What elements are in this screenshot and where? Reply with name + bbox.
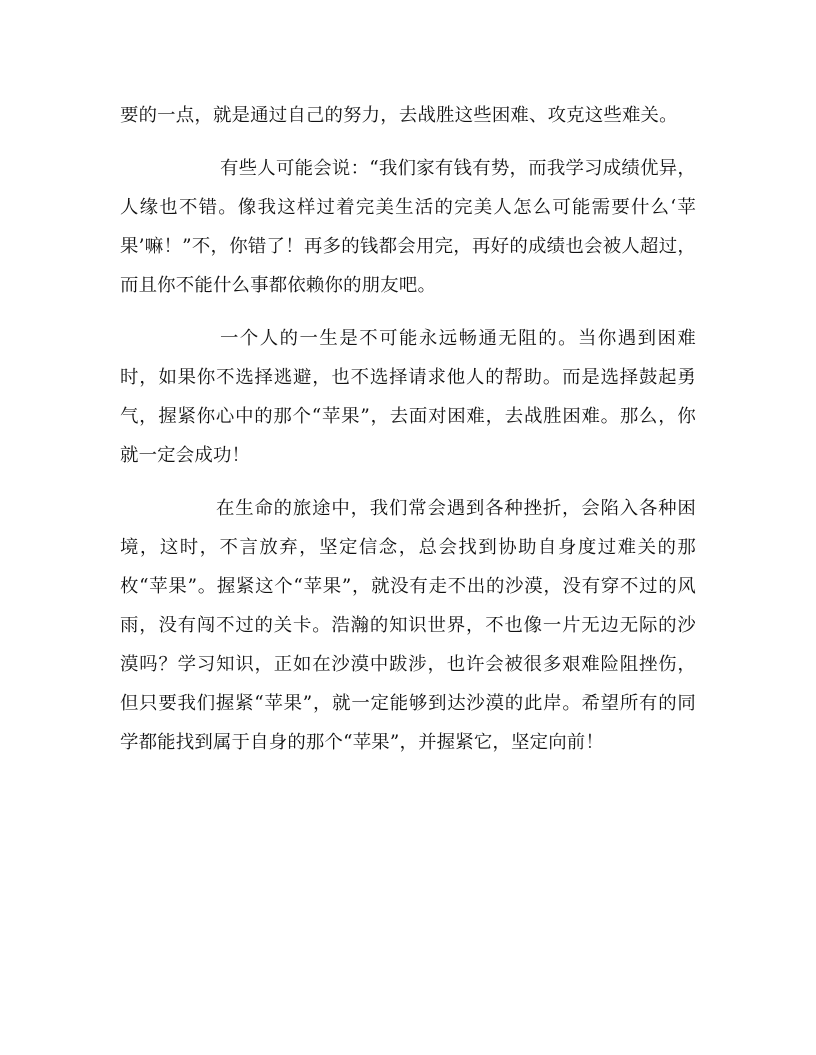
document-body bbox=[120, 96, 696, 762]
paragraph-life-not-smooth: 一个人的一生是不可能永远畅通无阻的。当你遇到困难时，如果你不选择逃避，也不选择请求他人的帮助。而是选择鼓起勇气，握紧你心中的那个“苹果”，去面对困难，去战胜困难。那么，你就一定会成功！ bbox=[120, 328, 696, 466]
paragraph-some-people-say: 有些人可能会说：“我们家有钱有势，而我学习成绩优异，人缘也不错。像我这样过着完美生活的完美人怎么可能需要什么‘苹果’嘛！”不，你错了！再多的钱都会用完，再好的成绩也会被人超过，而且你不能什么事都依赖你的朋友吧。 bbox=[120, 158, 696, 296]
paragraph-journey-of-life: 在生命的旅途中，我们常会遇到各种挫折，会陷入各种困境，这时，不言放弃，坚定信念，总会找到协助自身度过难关的那枚“苹果”。握紧这个“苹果”，就没有走不出的沙漠，没有穿不过的风雨，没有闯不过的关卡。浩瀚的知识世界，不也像一片无边无际的沙漠吗？学习知识，正如在沙漠中跋涉，也许会被很多艰难险阻挫伤，但只要我们握紧“苹果”，就一定能够到达沙漠的此岸。希望所有的同学都能找到属于自身的那个“苹果”，并握紧它，坚定向前！ bbox=[120, 498, 696, 753]
paragraph-continuation: 要的一点，就是通过自己的努力，去战胜这些困难、攻克这些难关。 bbox=[120, 105, 678, 126]
